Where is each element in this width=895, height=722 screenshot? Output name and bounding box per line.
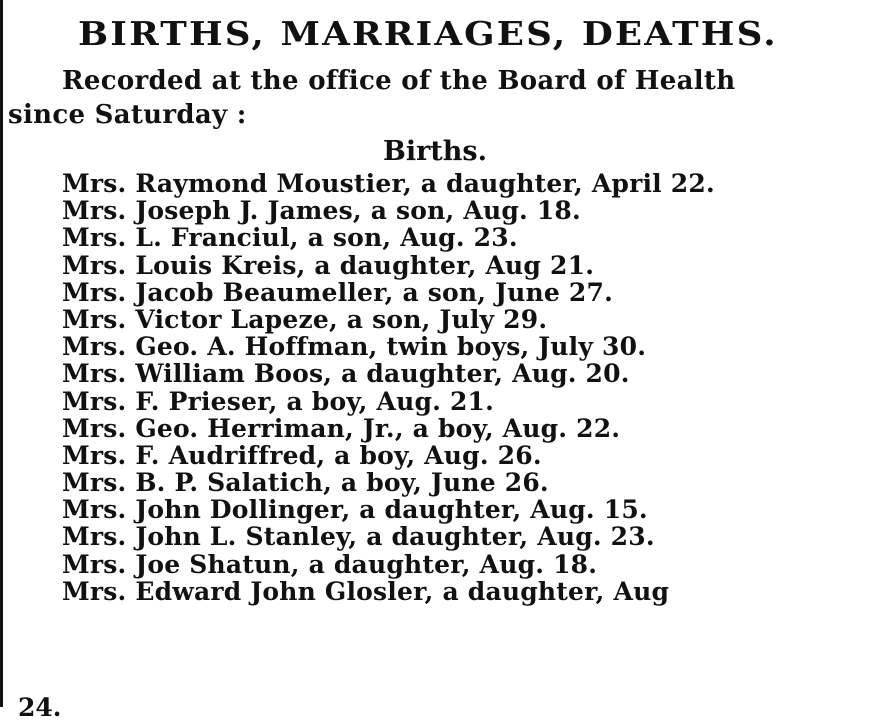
entry-continuation: 24. [18, 693, 62, 722]
birth-entry: Mrs. Victor Lapeze, a son, July 29. [62, 304, 548, 334]
birth-entry: Mrs. Raymond Moustier, a daughter, April 22. [62, 169, 715, 198]
intro-line-1: Recorded at the office of the Board of Health [62, 66, 736, 96]
birth-entry: Mrs. Joe Shatun, a daughter, Aug. 18. [62, 549, 598, 579]
birth-entry: Mrs. B. P. Salatich, a boy, June 26. [62, 468, 549, 498]
column-rule [0, 0, 3, 707]
birth-entry: Mrs. John L. Stanley, a daughter, Aug. 23. [62, 522, 655, 552]
birth-entry: Mrs. Geo. Herriman, Jr., a boy, Aug. 22. [62, 413, 621, 443]
birth-entry: Mrs. L. Franciul, a son, Aug. 23. [62, 223, 518, 253]
birth-entry: Mrs. Joseph J. James, a son, Aug. 18. [62, 196, 581, 226]
headline: BIRTHS, MARRIAGES, DEATHS. [78, 14, 778, 53]
birth-entry: Mrs. F. Audriffred, a boy, Aug. 26. [62, 440, 542, 470]
birth-entry: Mrs. Geo. A. Hoffman, twin boys, July 30. [62, 332, 647, 362]
birth-entry: Mrs. Jacob Beaumeller, a son, June 27. [62, 277, 613, 307]
birth-entry: Mrs. Edward John Glosler, a daughter, Aug [62, 576, 670, 606]
section-heading-births: Births. [383, 136, 488, 167]
birth-entry: Mrs. William Boos, a daughter, Aug. 20. [62, 359, 630, 389]
birth-entry: Mrs. Louis Kreis, a daughter, Aug 21. [62, 250, 595, 280]
births-list [62, 170, 715, 605]
intro-line-2: since Saturday : [8, 100, 247, 130]
birth-entry: Mrs. F. Prieser, a boy, Aug. 21. [62, 386, 495, 416]
birth-entry: Mrs. John Dollinger, a daughter, Aug. 15. [62, 495, 648, 525]
